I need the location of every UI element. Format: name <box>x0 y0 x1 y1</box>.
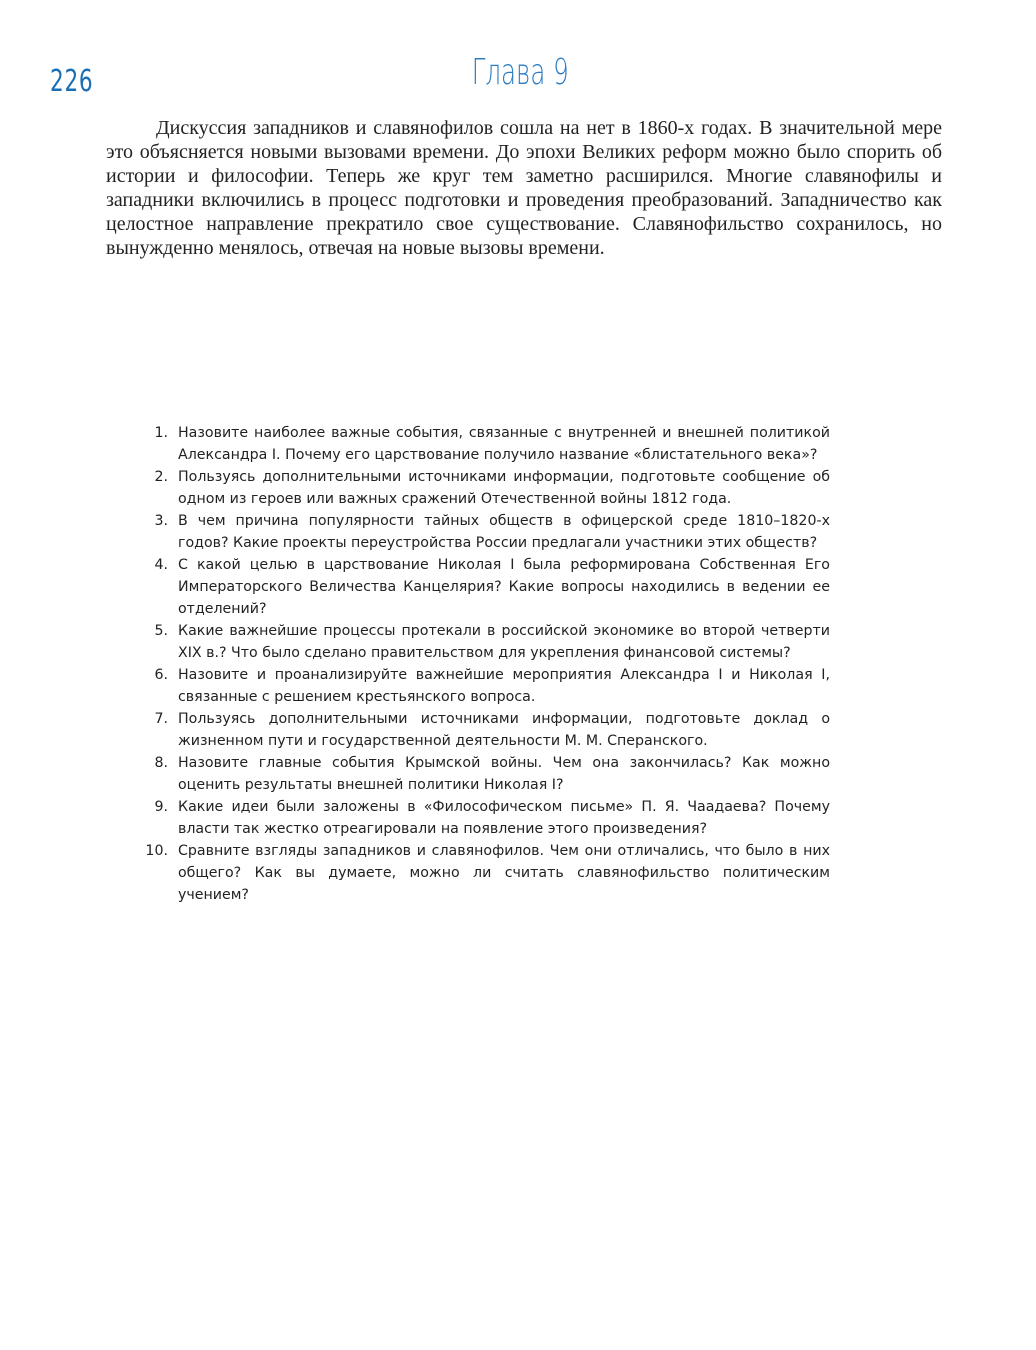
question-text: Пользуясь дополнительными источниками информации, подготовьте доклад о жизненном пути и государственной деятельности М. М. Сперанского. <box>178 711 830 749</box>
question-item <box>140 422 830 466</box>
question-item <box>140 840 830 906</box>
question-number: 2. <box>154 469 168 485</box>
question-item <box>140 708 830 752</box>
question-item <box>140 620 830 664</box>
question-number: 1. <box>154 425 168 441</box>
question-item <box>140 796 830 840</box>
question-number: 6. <box>154 667 168 683</box>
question-text: Какие важнейшие процессы протекали в российской экономике во второй четверти XIX в.? Что было сделано правительством для укрепления финансовой системы? <box>178 623 830 661</box>
questions-list <box>140 422 830 906</box>
question-number: 3. <box>154 513 168 529</box>
question-text: Назовите и проанализируйте важнейшие мероприятия Александра I и Николая I, связанные с решением крестьянского вопроса. <box>178 667 830 705</box>
body-paragraph: Дискуссия западников и славянофилов сошла на нет в 1860-х годах. В значительной мере это объясняется новыми вызовами времени. До эпохи Великих реформ можно было спорить об истории и философии. Теперь же круг тем заметно расширился. Многие славянофилы и западники включились в процесс подготовки и проведения преобразований. Западничество как целостное направление прекратило свое существование. Славянофильство сохранилось, но вынужденно менялось, отвечая на новые вызовы времени. <box>106 117 942 259</box>
question-text: Назовите главные события Крымской войны. Чем она закончилась? Как можно оценить результаты внешней политики Николая I? <box>178 755 830 793</box>
question-number: 8. <box>154 755 168 771</box>
chapter-title: Глава 9 <box>471 52 569 93</box>
question-text: Назовите наиболее важные события, связанные с внутренней и внешней политикой Александра I. Почему его царствование получило название «блистательного века»? <box>178 425 830 463</box>
question-item <box>140 554 830 620</box>
question-number: 5. <box>154 623 168 639</box>
question-text: Сравните взгляды западников и славянофилов. Чем они отличались, что было в них общего? Как вы думаете, можно ли считать славянофильство политическим учением? <box>178 843 830 903</box>
question-number: 4. <box>154 557 168 573</box>
question-item <box>140 664 830 708</box>
question-text: В чем причина популярности тайных обществ в офицерской среде 1810–1820-х годов? Какие проекты переустройства России предлагали участники этих обществ? <box>178 513 830 551</box>
question-number: 9. <box>154 799 168 815</box>
question-text: Пользуясь дополнительными источниками информации, подготовьте сообщение об одном из героев или важных сражений Отечественной войны 1812 года. <box>178 469 830 507</box>
question-text: С какой целью в царствование Николая I была реформирована Собственная Его Императорского Величества Канцелярия? Какие вопросы находились в ведении ее отделений? <box>178 557 830 617</box>
page-number: 226 <box>50 64 94 99</box>
question-number: 10. <box>145 843 168 859</box>
question-number: 7. <box>154 711 168 727</box>
question-item <box>140 752 830 796</box>
question-item <box>140 510 830 554</box>
question-item <box>140 466 830 510</box>
question-text: Какие идеи были заложены в «Философическом письме» П. Я. Чаадаева? Почему власти так жестко отреагировали на появление этого произведения? <box>178 799 830 837</box>
